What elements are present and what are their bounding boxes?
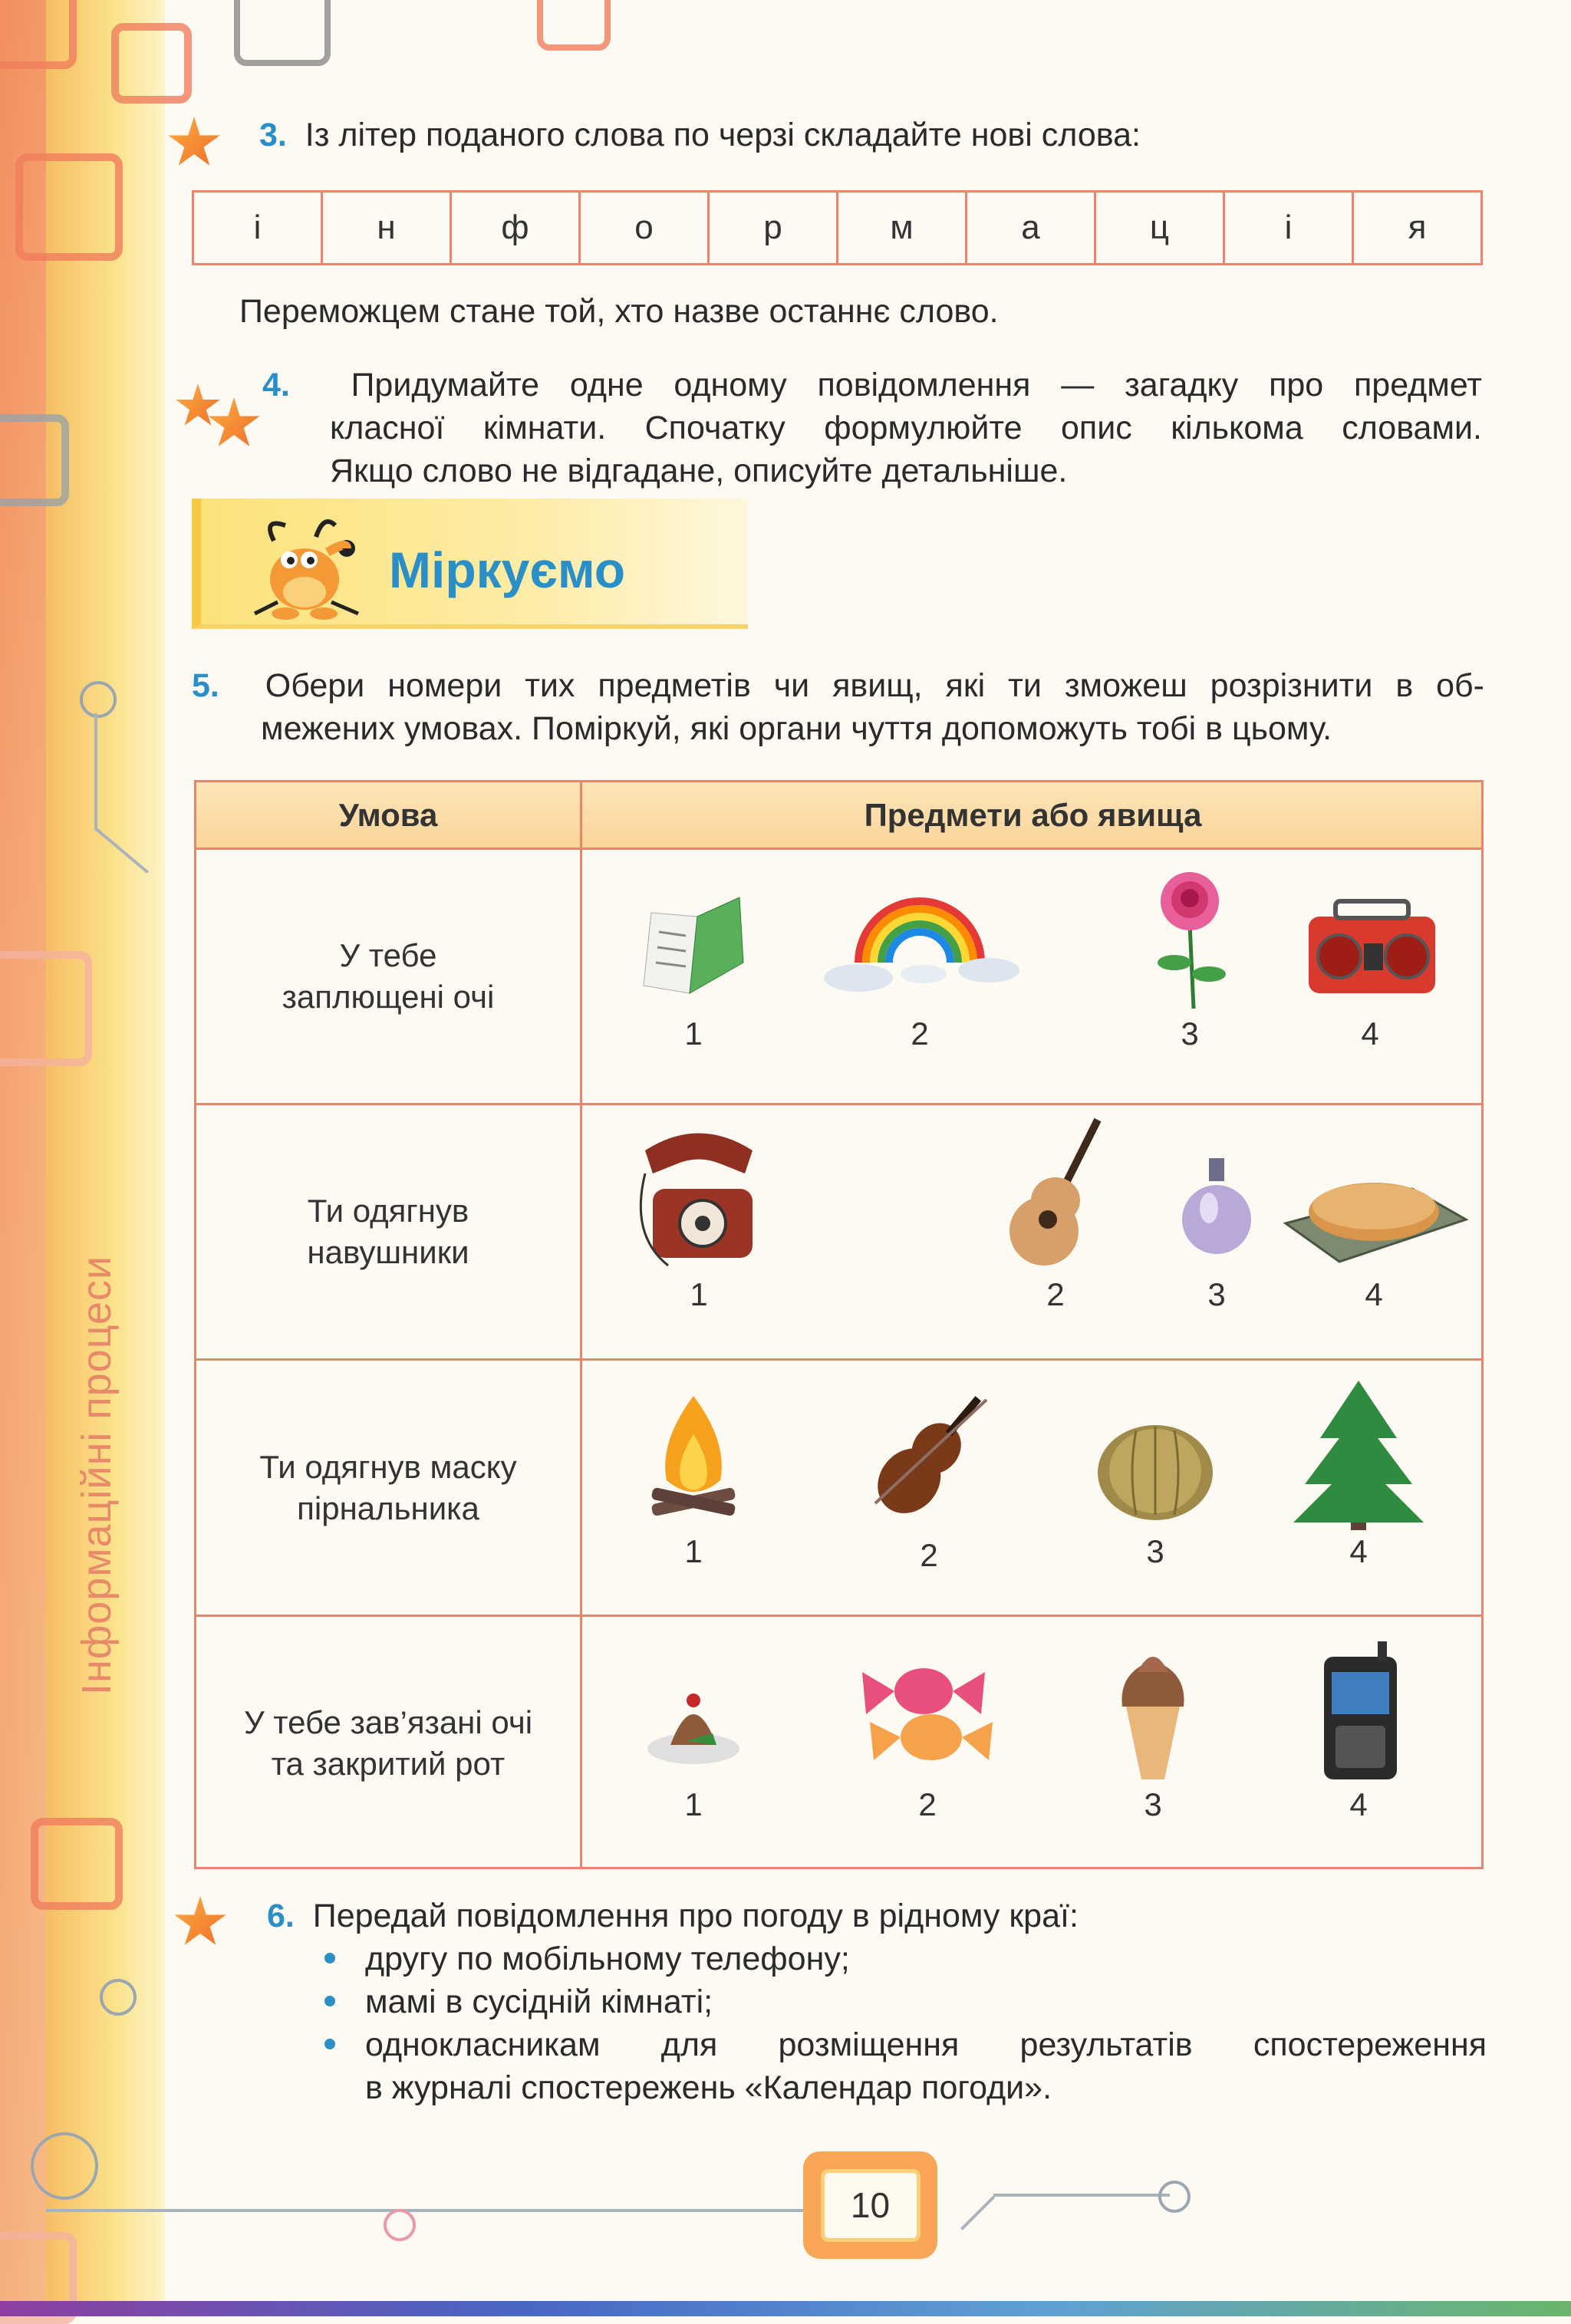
guitar-icon — [998, 1112, 1113, 1273]
dog-mascot-icon — [232, 506, 377, 625]
task-3-text: Із літер поданого слова по черзі складайте нові слова: — [305, 117, 1141, 153]
rainbow-icon — [812, 871, 1027, 1012]
list-item: другу по мобільному телефону; — [321, 1937, 1487, 1980]
deco-square — [234, 0, 331, 66]
campfire-icon — [628, 1388, 759, 1530]
conditions-table — [194, 780, 1484, 1869]
side-band-pink — [0, 0, 46, 2316]
telephone-icon — [622, 1120, 776, 1273]
item-number: 4 — [1365, 1276, 1383, 1312]
letter-cell: о — [581, 193, 710, 263]
deco-square — [0, 0, 77, 69]
onion-icon — [1090, 1396, 1220, 1530]
task-6 — [267, 1894, 1079, 1937]
task-5-line1: Обери номери тих предметів чи явищ, які ти зможеш розрізнити в об- — [265, 667, 1484, 704]
table-item — [1301, 1638, 1416, 1823]
table-item — [852, 1381, 1006, 1574]
condition-line: та закритий рот — [271, 1745, 506, 1782]
item-number: 2 — [918, 1786, 937, 1822]
letter-cell: і — [1225, 193, 1354, 263]
deco-square — [0, 951, 92, 1066]
item-number: 4 — [1361, 1016, 1379, 1052]
header-condition: Умова — [338, 796, 438, 833]
rose-icon — [1125, 863, 1255, 1012]
condition-line: Ти одягнув — [307, 1193, 469, 1229]
letter-cell: н — [323, 193, 452, 263]
task-4-line3: Якщо слово не відгадане, описуйте детальніше. — [330, 453, 1068, 489]
table-row-condition — [196, 1617, 580, 1869]
sidebar-title: Інформаційні процеси — [74, 1255, 120, 1695]
letter-cell: м — [838, 193, 967, 263]
task-6-text: Передай повідомлення про погоду в рідному краї: — [312, 1898, 1079, 1934]
bottom-strip — [0, 2301, 1571, 2316]
letters-table — [192, 190, 1483, 265]
task-3-number: 3. — [259, 117, 287, 153]
letter-cell: а — [967, 193, 1096, 263]
item-number: 3 — [1181, 1016, 1199, 1052]
task-4 — [262, 364, 1482, 492]
condition-line: пірнальника — [297, 1490, 479, 1526]
thinking-banner — [192, 499, 748, 629]
list-item — [321, 2023, 1487, 2109]
table-row-condition — [196, 1361, 580, 1615]
condition-line: Ти одягнув маску — [259, 1448, 517, 1485]
deco-line — [94, 713, 97, 828]
table-item — [1090, 1396, 1220, 1570]
item-number: 3 — [1146, 1533, 1164, 1569]
star-icon — [175, 383, 221, 430]
deco-line — [960, 2196, 995, 2230]
task-5-number: 5. — [192, 667, 219, 704]
deco-circle — [100, 1979, 137, 2016]
list-item-line: в журналі спостережень «Календар погоди». — [365, 2069, 1052, 2106]
candy-icon — [847, 1641, 1008, 1783]
condition-line: навушники — [307, 1234, 469, 1270]
deco-circle — [384, 2209, 416, 2241]
letter-cell: ц — [1096, 193, 1225, 263]
letter-cell: і — [194, 193, 323, 263]
table-divider — [580, 782, 582, 1867]
table-item — [998, 1112, 1113, 1313]
table-item — [628, 871, 759, 1052]
deco-square — [15, 153, 123, 261]
list-item: мамі в сусідній кімнаті; — [321, 1980, 1487, 2023]
book-icon — [628, 871, 759, 1012]
table-header — [196, 782, 1481, 850]
page-number-box — [803, 2151, 937, 2259]
item-number: 4 — [1349, 1533, 1368, 1569]
fir-tree-icon — [1282, 1377, 1435, 1530]
deco-circle — [80, 681, 117, 718]
side-band — [0, 0, 165, 2316]
letter-cell: я — [1408, 209, 1427, 246]
condition-line: У тебе — [339, 937, 437, 973]
task-4-number: 4. — [262, 367, 290, 403]
condition-line: У тебе зав’язані очі — [243, 1703, 533, 1740]
letter-cell: р — [710, 193, 838, 263]
table-item — [628, 1653, 759, 1823]
item-number: 2 — [920, 1537, 938, 1573]
bread-icon — [1278, 1147, 1470, 1273]
item-number: 1 — [690, 1276, 708, 1312]
cake-icon — [628, 1653, 759, 1783]
task-4-line1: Придумайте одне одному повідомлення — загадку про предмет — [351, 367, 1482, 403]
table-item — [1103, 1638, 1203, 1823]
table-item — [622, 1120, 776, 1313]
table-item — [847, 1641, 1008, 1823]
table-item — [628, 1388, 759, 1570]
deco-circle — [31, 2132, 98, 2200]
task-6-list — [321, 1937, 1487, 2109]
task-5 — [192, 664, 1484, 750]
task-3 — [259, 114, 1141, 156]
deco-circle — [1158, 2181, 1191, 2213]
star-icon — [173, 1896, 227, 1950]
deco-line — [46, 2209, 805, 2212]
table-item — [1278, 1147, 1470, 1313]
page-number: 10 — [821, 2169, 921, 2242]
item-number: 4 — [1349, 1786, 1368, 1822]
condition-line: заплющені очі — [282, 979, 495, 1015]
table-item — [1167, 1143, 1266, 1313]
star-icon — [207, 397, 261, 451]
violin-icon — [852, 1381, 1006, 1534]
letter-cell: ф — [452, 193, 581, 263]
item-number: 1 — [684, 1786, 703, 1822]
table-item — [1282, 1377, 1435, 1570]
star-icon — [167, 117, 221, 170]
mobile-phone-icon — [1301, 1638, 1416, 1783]
item-number: 2 — [1046, 1276, 1065, 1312]
deco-line — [993, 2194, 1170, 2197]
task-3-note: Переможцем стане той, хто назве останнє слово. — [239, 293, 999, 330]
item-number: 2 — [911, 1016, 929, 1052]
table-row-condition — [196, 850, 580, 1103]
table-item — [812, 871, 1027, 1052]
banner-title: Міркуємо — [389, 541, 626, 598]
deco-square — [537, 0, 611, 51]
deco-square — [31, 1818, 123, 1910]
item-number: 3 — [1144, 1786, 1162, 1822]
task-4-line2: класної кімнати. Спочатку формулюйте опис кількома словами. — [330, 410, 1482, 446]
header-items: Предмети або явища — [864, 796, 1202, 833]
item-number: 1 — [684, 1533, 703, 1569]
table-item — [1125, 863, 1255, 1052]
table-row-condition — [196, 1105, 580, 1358]
deco-square — [111, 23, 192, 104]
perfume-icon — [1167, 1143, 1266, 1273]
list-item-line: однокласникам для розміщення результатів спостереження — [365, 2026, 1487, 2063]
radio-icon — [1293, 871, 1447, 1012]
item-number: 1 — [684, 1016, 703, 1052]
ice-cream-icon — [1103, 1638, 1203, 1783]
item-number: 3 — [1207, 1276, 1226, 1312]
task-6-number: 6. — [267, 1898, 295, 1934]
task-5-line2: межених умовах. Поміркуй, які органи чуття допоможуть тобі в цьому. — [261, 710, 1332, 747]
table-item — [1293, 871, 1447, 1052]
deco-square — [0, 414, 69, 506]
